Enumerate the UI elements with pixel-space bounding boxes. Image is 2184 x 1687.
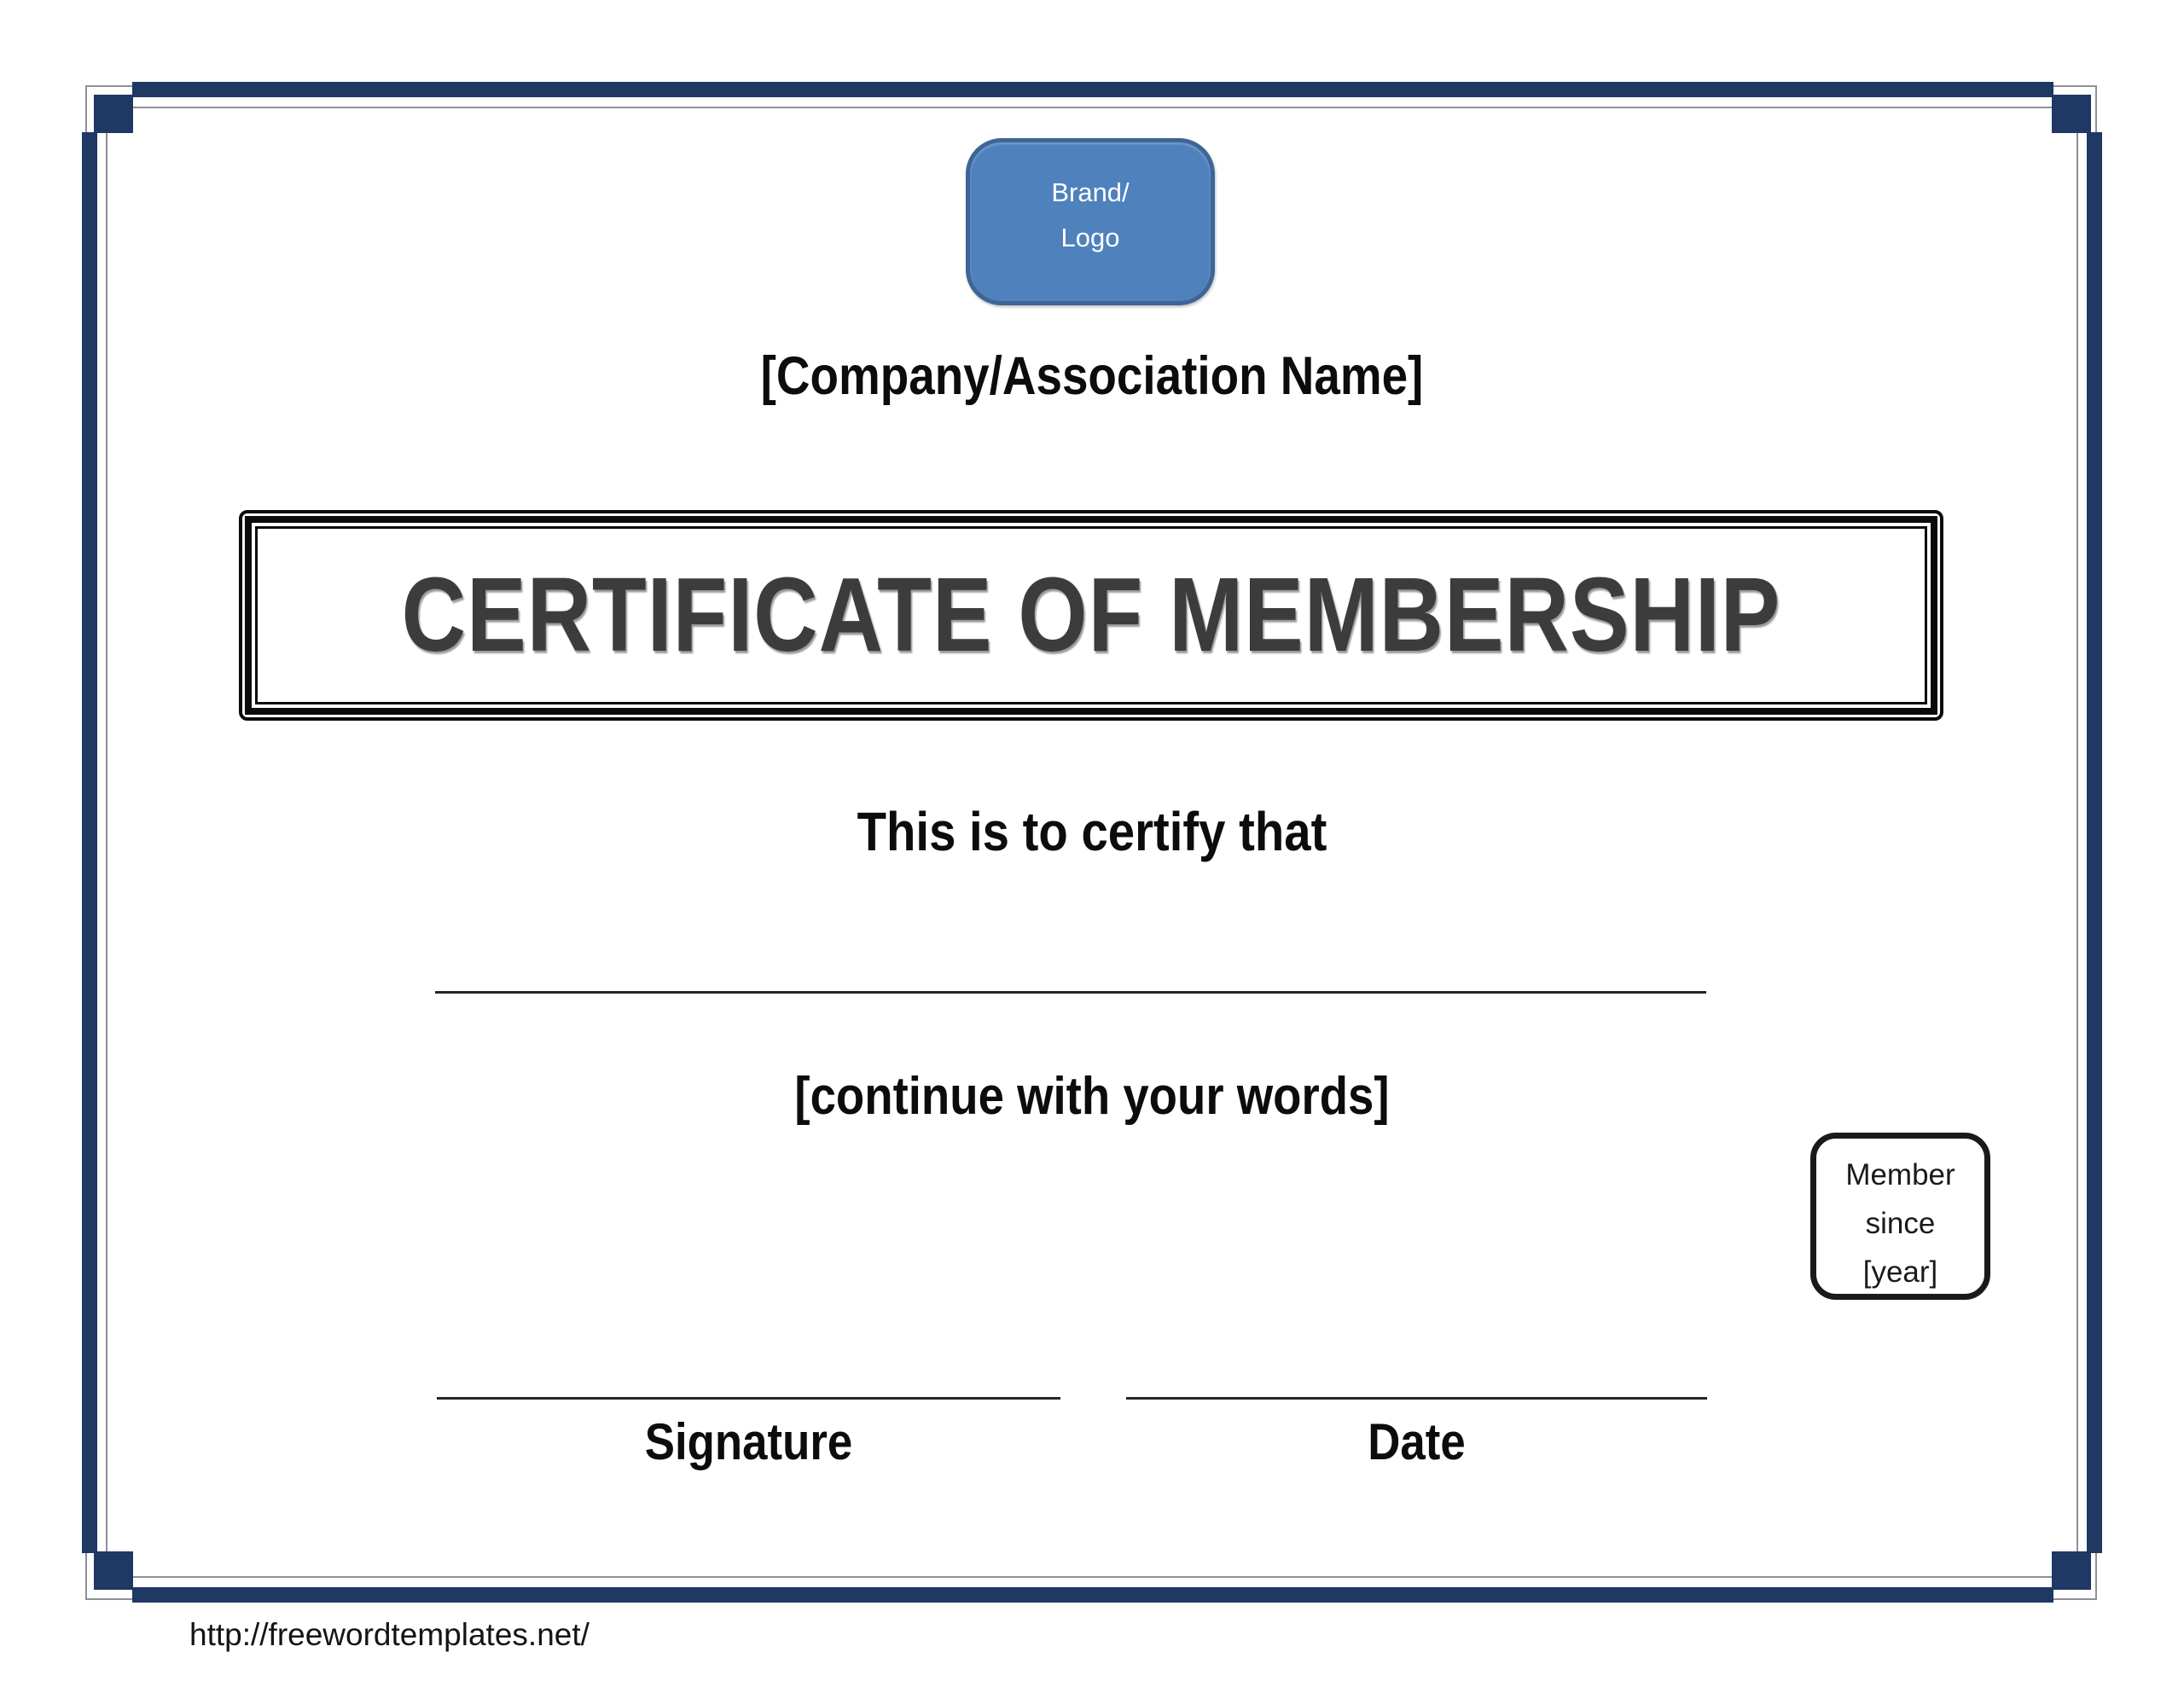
recipient-name-line [435,991,1706,994]
border-corner-step-bottom-right [2052,1551,2091,1590]
border-left-bar [82,132,97,1553]
member-since-line-2: since [1865,1207,1936,1240]
footer-url: http://freewordtemplates.net/ [189,1617,590,1652]
date-label: Date [1368,1413,1466,1470]
certificate-title-box-thick-border [245,516,1937,715]
signature-label: Signature [644,1413,853,1470]
brand-logo-line-2: Logo [1060,223,1120,252]
member-since-line-1: Member [1845,1158,1955,1191]
company-name: [Company/Association Name] [760,346,1424,406]
brand-logo-line-1: Brand/ [1051,177,1130,207]
border-bottom-bar [132,1587,2053,1603]
border-corner-step-top-right [2052,95,2091,133]
brand-logo-placeholder [966,138,1215,305]
border-corner-step-bottom-left [94,1551,133,1590]
certify-text: This is to certify that [857,801,1327,862]
certificate-title-box-inner-border [255,526,1927,704]
signature-line [437,1397,1060,1400]
member-since-line-3: [year] [1862,1255,1938,1289]
border-top-bar [132,82,2053,97]
border-corner-step-top-left [94,95,133,133]
continue-text: [continue with your words] [794,1067,1390,1126]
border-right-bar [2087,132,2102,1553]
certificate-title: CERTIFICATE OF MEMBERSHIP [401,557,1781,674]
date-line [1126,1397,1707,1400]
member-since-badge [1810,1133,1990,1300]
certificate-title-box [239,510,1943,721]
